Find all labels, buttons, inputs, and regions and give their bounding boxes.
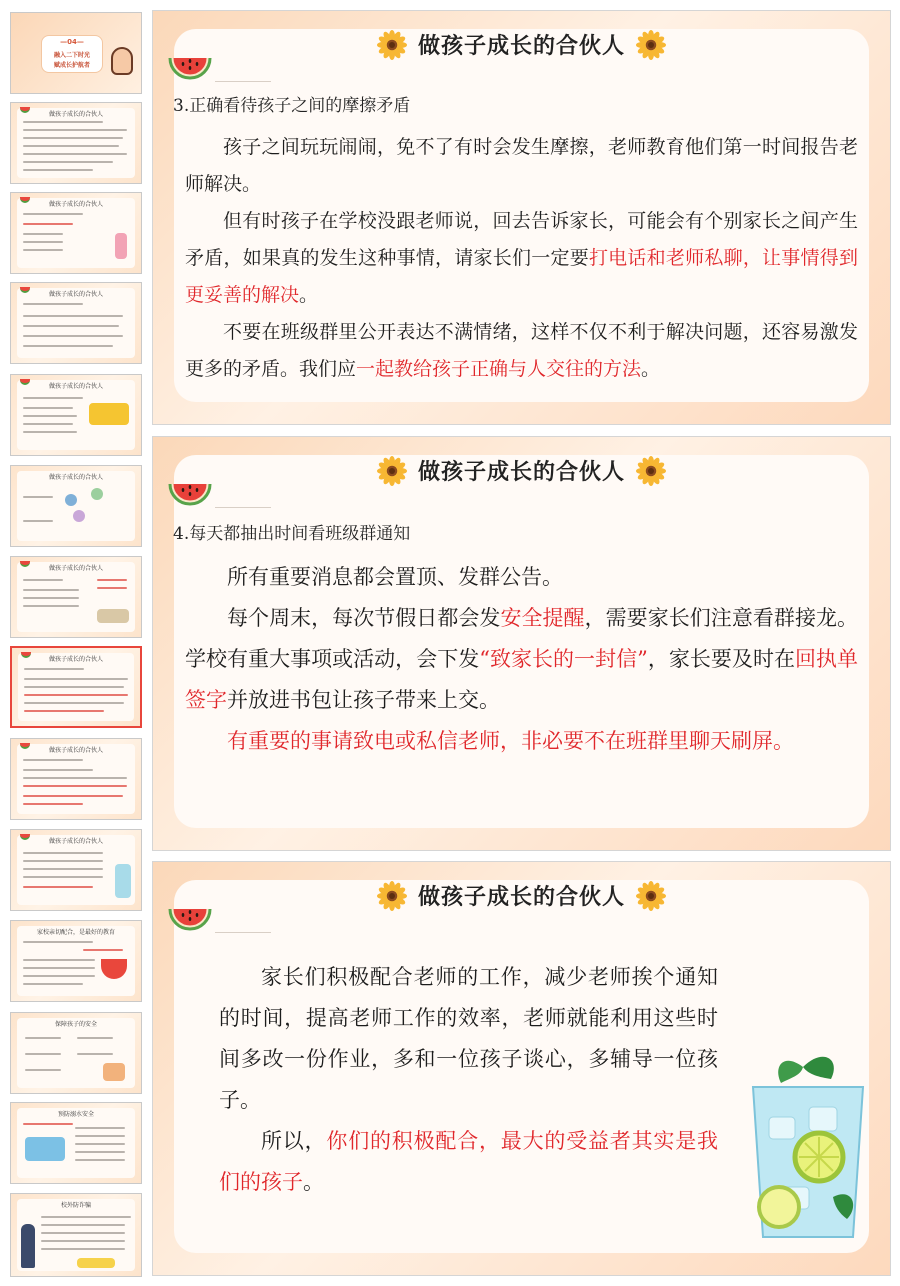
text-run: 并放进书包让孩子带来上交。 xyxy=(227,688,500,712)
slide-thumbnail-panel xyxy=(0,0,150,1286)
text-run: 但有时孩子在学校没跟老师说，回去告诉家长，可能会有个别家长之间产生矛盾，如果真的发生这种事情，请家长们一定要 xyxy=(185,210,858,269)
thumbnail-cover[interactable] xyxy=(10,12,142,94)
thumbnail-title: 校外防诈骗 xyxy=(60,1202,91,1209)
slide-body xyxy=(219,957,718,1203)
girl-illustration-icon xyxy=(111,47,133,75)
thumbnail-title: 做孩子成长的合伙人 xyxy=(48,474,103,481)
paragraph xyxy=(219,1121,718,1203)
thumbnail-title: 做孩子成长的合伙人 xyxy=(48,111,103,118)
slide-title: 做孩子成长的合伙人 xyxy=(417,33,625,59)
thumbnail-slide[interactable] xyxy=(10,556,142,638)
thumbnail-slide[interactable] xyxy=(10,102,142,184)
text-run: 每个周末，每次节假日都会发 xyxy=(227,606,501,630)
sunflower-icon xyxy=(636,30,666,60)
slide-header xyxy=(153,455,890,491)
slide-cooperation xyxy=(152,861,891,1276)
thumbnail-slide[interactable] xyxy=(10,829,142,911)
thumbnail-title: 做孩子成长的合伙人 xyxy=(48,656,103,663)
text-run: 不要在班级群里公开表达不满情绪，这样不仅不利于解决问题，还容易激发更多的矛盾。我们应 xyxy=(185,321,858,380)
text-run: 。 xyxy=(303,1170,324,1194)
highlight-text: 回执单签字 xyxy=(185,647,859,712)
sunflower-icon xyxy=(636,456,666,486)
watermelon-icon xyxy=(168,897,212,941)
cover-number: —04— xyxy=(60,38,84,46)
highlight-text: 你们的积极配合，最大的受益者其实是我们的孩子 xyxy=(219,1129,719,1194)
thumbnail-title: 做孩子成长的合伙人 xyxy=(48,565,103,572)
thumbnail-slide[interactable] xyxy=(10,282,142,364)
thumbnail-slide[interactable] xyxy=(10,738,142,820)
text-run: ，需要家长们注意看群接龙。学校有重大事项或活动，会下发 xyxy=(185,606,859,671)
slide-header xyxy=(153,29,890,65)
paragraph xyxy=(185,598,858,721)
thumbnail-slide[interactable] xyxy=(10,192,142,274)
thumbnail-slide[interactable] xyxy=(10,465,142,547)
thumbnail-title: 家校亲切配合，是最好的教育 xyxy=(36,929,115,936)
paragraph xyxy=(185,203,858,314)
paragraph: 孩子之间玩玩闹闹，免不了有时会发生摩擦，老师教育他们第一时间报告老师解决。 xyxy=(185,136,858,195)
sunflower-icon xyxy=(377,30,407,60)
thumbnail-title: 做孩子成长的合伙人 xyxy=(48,383,103,390)
cover-line-2: 赋成长护航者 xyxy=(53,62,90,69)
text-run: 。 xyxy=(299,284,319,306)
text-run: 。 xyxy=(641,358,661,380)
paragraph: 所有重要消息都会置顶、发群公告。 xyxy=(227,565,563,589)
thumbnail-slide[interactable] xyxy=(10,1102,142,1184)
thumbnail-title: 预防溺水安全 xyxy=(57,1111,94,1118)
divider xyxy=(215,507,271,508)
section-heading: 3.正确看待孩子之间的摩擦矛盾 xyxy=(173,96,411,116)
thumbnail-title: 做孩子成长的合伙人 xyxy=(48,747,103,754)
slide-header xyxy=(153,880,890,916)
highlight-text: 打电话和老师私聊，让事情得到更妥善的解决 xyxy=(185,247,858,306)
slide-group-notices xyxy=(152,436,891,851)
thumbnail-slide[interactable] xyxy=(10,1193,142,1277)
watermelon-icon xyxy=(168,46,212,90)
lemon-drink-icon xyxy=(743,1047,873,1247)
thumbnail-title: 做孩子成长的合伙人 xyxy=(48,201,103,208)
highlight-text: 安全提醒 xyxy=(500,606,585,630)
divider xyxy=(215,81,271,82)
paragraph: 家长们积极配合老师的工作，减少老师挨个通知的时间，提高老师工作的效率，老师就能利用这些时间多改一份作业，多和一位孩子谈心，多辅导一位孩子。 xyxy=(219,965,718,1112)
highlight-text: “致家长的一封信” xyxy=(479,647,648,671)
cover-title-box xyxy=(41,35,103,73)
cover-line-1: 融入二下时光 xyxy=(53,52,90,59)
thumbnail-title: 做孩子成长的合伙人 xyxy=(48,838,103,845)
slide-conflicts xyxy=(152,10,891,425)
paragraph: 有重要的事请致电或私信老师，非必要不在班群里聊天刷屏。 xyxy=(227,729,794,753)
thumbnail-slide[interactable] xyxy=(10,920,142,1002)
thumbnail-slide-selected[interactable] xyxy=(10,646,142,728)
sunflower-icon xyxy=(636,881,666,911)
thumbnail-slide[interactable] xyxy=(10,1012,142,1094)
thumbnail-slide[interactable] xyxy=(10,374,142,456)
divider xyxy=(215,932,271,933)
highlight-text: 一起教给孩子正确与人交往的方法 xyxy=(356,358,642,380)
watermelon-icon xyxy=(168,472,212,516)
slide-title: 做孩子成长的合伙人 xyxy=(417,459,625,485)
slide-title: 做孩子成长的合伙人 xyxy=(417,884,625,910)
thumbnail-title: 保障孩子的安全 xyxy=(54,1021,97,1028)
thumbnail-title: 做孩子成长的合伙人 xyxy=(48,291,103,298)
sunflower-icon xyxy=(377,456,407,486)
sunflower-icon xyxy=(377,881,407,911)
paragraph xyxy=(185,314,858,388)
text-run: ，家长要及时在 xyxy=(647,647,795,671)
slide-body xyxy=(185,129,858,388)
text-run: 所以， xyxy=(261,1129,327,1153)
slide-body xyxy=(185,557,858,762)
section-heading: 4.每天都抽出时间看班级群通知 xyxy=(173,524,411,544)
